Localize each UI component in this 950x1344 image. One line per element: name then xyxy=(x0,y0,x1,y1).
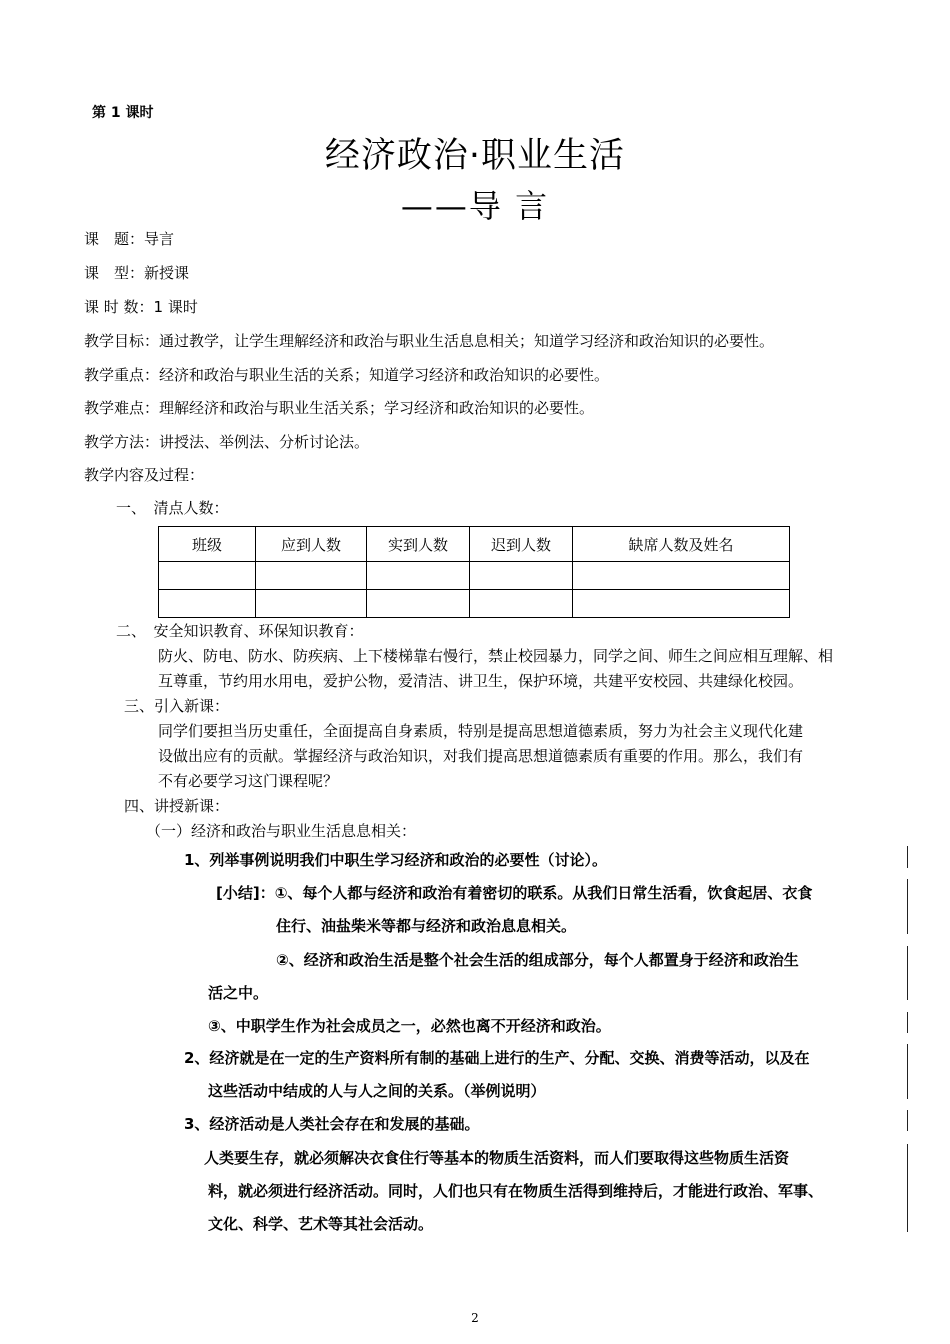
section3-heading: 三、引入新课： xyxy=(124,697,230,715)
document-subtitle: ——导 言 xyxy=(400,187,550,225)
table-cell xyxy=(367,590,470,618)
section3-line: 同学们要担当历史重任，全面提高自身素质，特别是提高思想道德素质，努力为社会主义现代化建 xyxy=(158,722,804,740)
section3-line: 设做出应有的贡献。掌握经济与政治知识，对我们提高思想道德素质有重要的作用。那么，我们有 xyxy=(158,747,804,765)
table-header-row xyxy=(159,527,790,562)
point-2-line-1: 2、经济就是在一定的生产资料所有制的基础上进行的生产、分配、交换、消费等活动，以及在 xyxy=(184,1049,810,1067)
table-cell xyxy=(573,590,790,618)
meta-process: 教学内容及过程： xyxy=(84,466,205,484)
section2-line: 互尊重，节约用水用电，爱护公物，爱清洁、讲卫生，保护环境，共建平安校园、共建绿化校园。 xyxy=(158,672,804,690)
meta-difficulty: 教学难点：理解经济和政治与职业生活关系；学习经济和政治知识的必要性。 xyxy=(84,399,595,417)
meta-goal: 教学目标：通过教学，让学生理解经济和政治与职业生活息息相关；知道学习经济和政治知识的必要性。 xyxy=(84,332,775,350)
revision-bar xyxy=(907,846,908,868)
meta-method: 教学方法：讲授法、举例法、分析讨论法。 xyxy=(84,433,370,451)
meta-hours: 课 时 数：1 课时 xyxy=(84,298,198,316)
meta-type: 课 型：新授课 xyxy=(84,264,190,282)
summary-2-line-1: ②、经济和政治生活是整个社会生活的组成部分，每个人都置身于经济和政治生 xyxy=(276,951,799,969)
table-cell xyxy=(573,562,790,590)
revision-bar xyxy=(907,1110,908,1131)
point-3-text-line-3: 文化、科学、艺术等其社会活动。 xyxy=(208,1215,434,1233)
table-cell xyxy=(159,562,256,590)
section2-line: 防火、防电、防水、防疾病、上下楼梯靠右慢行，禁止校园暴力，同学之间、师生之间应相互理解、相 xyxy=(158,647,834,665)
point-2-line-2: 这些活动中结成的人与人之间的关系。（举例说明） xyxy=(208,1082,546,1100)
section2-heading: 二、 安全知识教育、环保知识教育： xyxy=(116,622,364,640)
section4-heading: 四、讲授新课： xyxy=(124,797,230,815)
table-row xyxy=(159,562,790,590)
table-cell xyxy=(256,590,367,618)
table-cell xyxy=(159,590,256,618)
table-header-cell: 迟到人数 xyxy=(470,527,573,562)
point-3-text-line-2: 料，就必须进行经济活动。同时，人们也只有在物质生活得到维持后，才能进行政治、军事、 xyxy=(208,1182,824,1200)
point-1: 1、列举事例说明我们中职生学习经济和政治的必要性（讨论）。 xyxy=(184,851,607,869)
page-number: 2 xyxy=(471,1311,479,1325)
table-cell xyxy=(470,562,573,590)
table-cell xyxy=(367,562,470,590)
summary-3: ③、中职学生作为社会成员之一，必然也离不开经济和政治。 xyxy=(208,1017,611,1035)
table-cell xyxy=(256,562,367,590)
summary-1-line-2: 住行、油盐柴米等都与经济和政治息息相关。 xyxy=(276,917,577,935)
point-3-text-line-1: 人类要生存，就必须解决衣食住行等基本的物质生活资料，而人们要取得这些物质生活资 xyxy=(204,1149,790,1167)
revision-bar xyxy=(907,879,908,934)
table-row xyxy=(159,590,790,618)
summary-1-line-1: [小结]：①、每个人都与经济和政治有着密切的联系。从我们日常生活看，饮食起居、衣食 xyxy=(216,884,813,902)
table-header-cell: 应到人数 xyxy=(256,527,367,562)
summary-2-line-2: 活之中。 xyxy=(208,984,269,1002)
lesson-number: 第 1 课时 xyxy=(92,105,154,121)
section3-line: 不有必要学习这门课程呢？ xyxy=(158,772,339,790)
meta-topic: 课 题：导言 xyxy=(84,230,175,248)
document-title: 经济政治·职业生活 xyxy=(324,136,626,176)
section4-subheading: （一）经济和政治与职业生活息息相关： xyxy=(146,822,417,840)
revision-bar xyxy=(907,1144,908,1232)
meta-focus: 教学重点：经济和政治与职业生活的关系；知道学习经济和政治知识的必要性。 xyxy=(84,366,610,384)
attendance-table xyxy=(158,526,790,618)
section1-heading: 一、 清点人数： xyxy=(116,499,229,517)
table-header-cell: 缺席人数及姓名 xyxy=(573,527,790,562)
revision-bar xyxy=(907,1012,908,1033)
revision-bar xyxy=(907,1044,908,1099)
table-cell xyxy=(470,590,573,618)
revision-bar xyxy=(907,946,908,1000)
table-header-cell: 班级 xyxy=(159,527,256,562)
point-3: 3、经济活动是人类社会存在和发展的基础。 xyxy=(184,1115,480,1133)
table-header-cell: 实到人数 xyxy=(367,527,470,562)
